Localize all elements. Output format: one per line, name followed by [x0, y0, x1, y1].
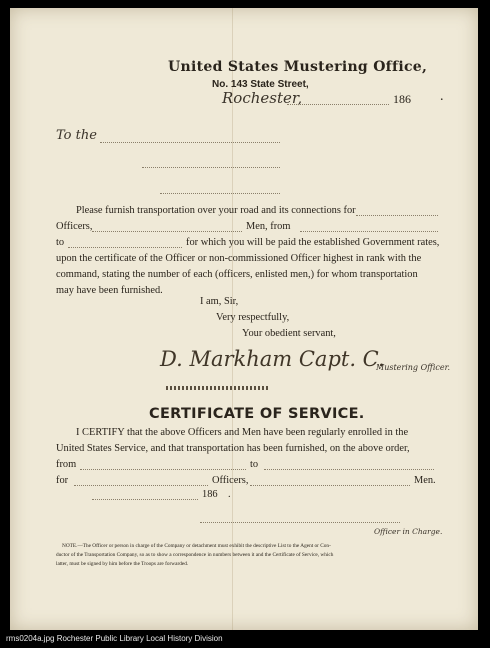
certificate-for: for [56, 475, 69, 486]
officer-in-charge-signature-line [200, 522, 400, 523]
officer-signature: D. Markham Capt. C. [160, 347, 385, 371]
request-line-6: may have been furnished. [56, 285, 163, 296]
date-line [287, 104, 389, 105]
request-line-1: Please furnish transportation over your road and its connections for [76, 205, 356, 216]
note-line-3: latter, must be signed by him before the Troops are forwarded. [56, 561, 189, 567]
note-line-2: ductor of the Transportation Company, so as to show a correspondence in numbers between it and the Certificate of Service, which [56, 552, 334, 558]
certificate-year: 186 [202, 489, 218, 500]
certificate-to: to [250, 459, 259, 470]
request-officers: Officers, [56, 221, 93, 232]
street-address: No. 143 State Street, [212, 79, 309, 90]
year-prefix: 186 [393, 92, 411, 106]
certificate-title: CERTIFICATE OF SERVICE. [149, 406, 365, 422]
request-line-3: for which you will be paid the established Government rates, [186, 237, 440, 248]
mustering-officer-label: Mustering Officer. [376, 363, 451, 372]
city-handwritten: Rochester, [222, 89, 303, 107]
request-to: to [56, 237, 65, 248]
from-place-blank [300, 231, 438, 232]
image-caption: rms0204a.jpg Rochester Public Library Local History Division [6, 634, 223, 643]
cert-officers-blank [74, 485, 208, 486]
addressee-line-2 [142, 167, 280, 168]
year-suffix: . [440, 89, 444, 104]
request-line-4: upon the certificate of the Officer or non-commissioned Officer highest in rank with the [56, 253, 422, 264]
certificate-from: from [56, 459, 77, 470]
to-place-blank [68, 247, 182, 248]
certificate-officers: Officers, [212, 475, 249, 486]
cert-men-blank [250, 485, 410, 486]
closing-very-respectfully: Very respectfully, [216, 312, 290, 323]
certificate-men: Men. [414, 475, 436, 486]
cert-to-blank [264, 469, 434, 470]
certificate-line-2: United States Service, and that transportation has been furnished, on the above order, [56, 443, 410, 454]
addressee-line-3 [160, 193, 280, 194]
cert-from-blank [80, 469, 246, 470]
men-count-blank [92, 231, 242, 232]
certificate-year-dot: . [228, 489, 231, 500]
note-line-1: NOTE.—The Officer or person in charge of the Company or detachment must exhibit the descriptive List to the Agent or Con- [62, 543, 331, 549]
closing-obedient-servant: Your obedient servant, [242, 328, 336, 339]
cert-date-blank [92, 499, 198, 500]
request-line-5: command, stating the number of each (officers, enlisted men,) for whom transportation [56, 269, 418, 280]
ornamental-divider [166, 386, 270, 390]
closing-i-am-sir: I am, Sir, [200, 296, 239, 307]
officer-in-charge-label: Officer in Charge. [374, 527, 443, 536]
addressee-line-1 [100, 142, 280, 143]
officers-count-blank [356, 215, 438, 216]
to-the-label: To the [56, 128, 97, 143]
request-men-from: Men, from [246, 221, 291, 232]
office-title: United States Mustering Office, [168, 59, 428, 75]
certificate-line-1: I CERTIFY that the above Officers and Men have been regularly enrolled in the [76, 427, 409, 438]
